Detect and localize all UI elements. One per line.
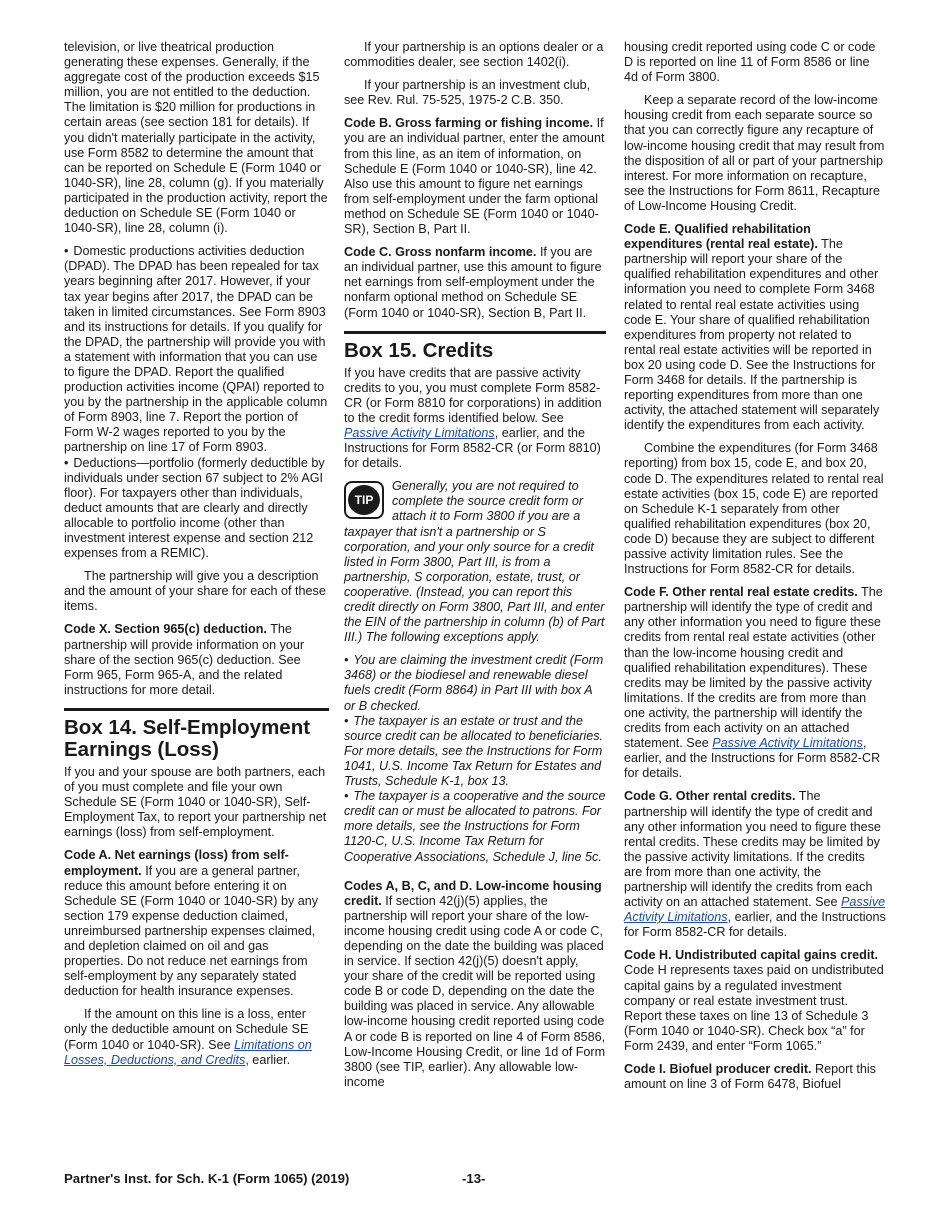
passive-activity-link[interactable]: Passive Activity Limitations bbox=[624, 895, 886, 925]
code-h-section bbox=[624, 948, 886, 1054]
tip-icon bbox=[344, 481, 384, 519]
code-g-body: The partnership will identify the type of credit and any other information you need to figure these rental credits. These credits may be limited by the passive activity limitations. If the credits are from more than one activity, the partnership will identify the credits from each activity on an attached statement. See bbox=[624, 789, 881, 910]
paragraph: Keep a separate record of the low-income housing credit from each separate source so that you can correctly figure any recapture of low-income housing credit that may result from the disposition of all or part of your partnership interest. For more information on recapture, see the Instructions for Form 8611, Recapture of Low-Income Housing Credit. bbox=[624, 93, 885, 213]
section-divider bbox=[64, 708, 329, 711]
code-g-section bbox=[624, 789, 886, 940]
code-i-section bbox=[624, 1062, 886, 1092]
code-f-body: , earlier, and the Instructions for Form 8582-CR for details. bbox=[624, 736, 881, 781]
section-divider bbox=[344, 331, 606, 334]
code-i-body: Report this amount on line 3 of Form 6478, Biofuel bbox=[624, 1062, 876, 1092]
passive-activity-link[interactable]: Passive Activity Limitations bbox=[344, 425, 495, 440]
paragraph: television, or live theatrical production generating these expenses. Generally, if the aggregate cost of the production exceeds $15 million, you are not entitled to the deduction. The limitation is $20 million for productions in certain areas (see section 181 for details). If you didn't materially participate in the activity, use Form 8582 to determine the amount that can be reported on Schedule E (Form 1040 or 1040-SR), line 28, column (g). If you materially participated in the production activity, report the deduction on Schedule SE (Form 1040 or 1040-SR), line 28, column (i). bbox=[64, 40, 328, 236]
code-h-body: Code H represents taxes paid on undistributed capital gains by a regulated investment company or real estate investment trust. Report these taxes on line 13 of Schedule 3 (Form 1040 or 1040-SR). Check box “a” for Form 2439, and enter “Form 1065.” bbox=[624, 963, 884, 1053]
code-h-heading: Code H. Undistributed capital gains credit. bbox=[624, 948, 879, 963]
code-a-body: If you are a general partner, reduce this amount before entering it on Schedule SE (Form 1040 or 1040-SR) by any section 179 expense deduction claimed, unreimbursed partnership expenses claimed, and depletion claimed on oil and gas properties. Do not reduce net earnings from self-employment by any separately stated deduction for health insurance expenses. bbox=[64, 863, 319, 999]
page-number: -13- bbox=[462, 1171, 486, 1186]
passive-activity-link[interactable]: Passive Activity Limitations bbox=[712, 736, 863, 751]
footer-title: Partner's Inst. for Sch. K-1 (Form 1065) (2019) bbox=[64, 1171, 350, 1186]
paragraph: If your partnership is an investment club, see Rev. Rul. 75-525, 1975-2 C.B. 350. bbox=[344, 78, 591, 108]
paragraph: Combine the expenditures (for Form 3468 reporting) from box 15, code E, and box 20, code D. The expenditures related to rental real estate activities (box 15, code E) are reported on Schedule K-1 separately from other qualified rehabilitation expenditures (box 20, code D) because they are subject to different passive activity limitation rules. See the Instructions for Form 8582-CR for details. bbox=[624, 441, 884, 577]
paragraph bbox=[64, 1007, 329, 1067]
column-3 bbox=[624, 40, 886, 1100]
limitations-link[interactable]: Limitations on Losses, Deductions, and Credits bbox=[64, 1037, 312, 1067]
code-x-heading: Code X. Section 965(c) deduction. bbox=[64, 622, 267, 637]
paragraph: The partnership will give you a description and the amount of your share for each of these items. bbox=[64, 569, 326, 614]
exception-item: • The taxpayer is a cooperative and the source credit can or must be allocated to patrons. For more details, see the Instructions for Form 1120-C, U.S. Income Tax Return for Cooperative Associations, Schedule J, line 5c. bbox=[344, 789, 606, 864]
code-g-heading: Code G. Other rental credits. bbox=[624, 789, 796, 804]
code-i-heading: Code I. Biofuel producer credit. bbox=[624, 1062, 812, 1076]
paragraph-text: If the amount on this line is a loss, enter only the deductible amount on Schedule SE (Form 1040 or 1040-SR). See bbox=[64, 1007, 309, 1052]
paragraph-text: If you have credits that are passive activity credits to you, you must complete Form 8582-CR (or Form 8810 for corporations) in addition to the credit forms identified below. See bbox=[344, 365, 602, 425]
paragraph: housing credit reported using code C or code D is reported on line 11 of Form 8586 or line 4d of Form 3800. bbox=[624, 40, 876, 85]
box14-title: Box 14. Self-Employment Earnings (Loss) bbox=[64, 715, 311, 761]
code-a-section bbox=[64, 848, 329, 999]
code-c-body: If you are an individual partner, use this amount to figure net earnings from self-employment under the nonfarm optional method on Schedule SE (Form 1040 or 1040-SR), Section B, Part II. bbox=[344, 245, 602, 320]
code-e-section bbox=[624, 222, 886, 433]
bullet-item-portfolio: • Deductions—portfolio (formerly deductible by individuals under section 67 subject to 2% AGI floor). For taxpayers other than individuals, deduct amounts that are clearly and directly allocable to portfolio income (other than investment interest expense and section 212 expenses from a REMIC). bbox=[64, 456, 329, 562]
code-b-heading: Code B. Gross farming or fishing income. bbox=[344, 116, 594, 131]
code-f-body: The partnership will identify the type of credit and any other information you need to figure these credits from rental real estate activities (other than the low-income housing credit and qualified rehabilitation expenditures). These credits may be limited by the passive activity limitations. If the credits are from more than one activity, the partnership will identify the credits from each activity on an attached statement. See bbox=[624, 585, 883, 751]
code-e-heading: Code E. Qualified rehabilitation expenditures (rental real estate). bbox=[624, 222, 818, 252]
paragraph-text: , earlier. bbox=[245, 1052, 291, 1067]
code-x-section bbox=[64, 622, 329, 697]
codes-abcd-section bbox=[344, 879, 606, 1090]
exception-item: • You are claiming the investment credit (Form 3468) or the biodiesel and renewable diesel fuels credit (Form 8864) in Part III with box A or B checked. bbox=[344, 653, 606, 713]
tip-box bbox=[344, 479, 606, 645]
codes-abcd-body: If section 42(j)(5) applies, the partnership will report your share of the low-income housing credit using code A or code C, depending on the date the building was placed in service. If section 42(j)(5) doesn't apply, your share of the credit will be reported using code B or code D, depending on the date the building was placed in service. Any allowable low-income housing credit reported using code A or code B is reported on line 4 of Form 8586, Low-Income Housing Credit, or line 1d of Form 3800 (see TIP, earlier). Any allowable low-income bbox=[344, 893, 606, 1089]
code-f-section bbox=[624, 585, 886, 781]
tip-text: Generally, you are not required to complete the source credit form or attach it to Form 3800 if you are a taxpayer that isn't a partnership or S corporation, and your only source for a credit listed in Form 3800, Part III, is from a partnership, S corporation, estate, trust, or cooperative. (Instead, you can report this credit directly on Form 3800, Part III, and enter the EIN of the partnership in column (b) of Part III.) The following exceptions apply. bbox=[344, 479, 605, 645]
box15-title: Box 15. Credits bbox=[344, 338, 494, 362]
paragraph-text: , earlier, and the Instructions for Form 8582-CR (or Form 8810) for details. bbox=[344, 425, 601, 471]
tip-label: TIP bbox=[348, 485, 380, 515]
code-a-heading: Code A. Net earnings (loss) from self-employment. bbox=[64, 848, 289, 878]
box14-intro: If you and your spouse are both partners, each of you must complete and file your own Schedule SE (Form 1040 or 1040-SR), Self-Employment Tax, to report your partnership net earnings (loss) from self-employment. bbox=[64, 764, 327, 840]
bullet-item-dpad: • Domestic productions activities deduction (DPAD). The DPAD has been repealed for tax years beginning after 2017. However, if your tax year begins after 2017, the DPAD can be taken in limited circumstances. See Form 8903 and its instructions for details. If you qualify for the DPAD, the partnership will provide you with a statement with information that you can use to figure the DPAD. Report the qualified production activities income (QPAI) reported to you by the partnership in the applicable column of Form 8903, line 7. Report the portion of Form W-2 wages reported to you by the partnership on line 17 of Form 8903. bbox=[64, 244, 329, 455]
column-2 bbox=[344, 40, 606, 1098]
exceptions-list bbox=[344, 653, 606, 864]
code-g-body: , earlier, and the Instructions for Form 8582-CR for details. bbox=[624, 910, 886, 940]
code-b-section bbox=[344, 116, 606, 237]
code-f-heading: Code F. Other rental real estate credits. bbox=[624, 585, 858, 600]
paragraph: If your partnership is an options dealer or a commodities dealer, see section 1402(i). bbox=[344, 40, 604, 70]
code-c-heading: Code C. Gross nonfarm income. bbox=[344, 245, 537, 260]
code-b-body: If you are an individual partner, enter the amount from this line, as an item of information, on Schedule E (Form 1040 or 1040-SR), line 42. Also use this amount to figure net earnings from self-employment under the farm optional method on Schedule SE (Form 1040 or 1040-SR), Section B, Part II. bbox=[344, 116, 605, 237]
exception-item: • The taxpayer is an estate or trust and the source credit can be allocated to beneficiaries. For more details, see the Instructions for Form 1041, U.S. Income Tax Return for Estates and Trusts, Schedule K-1, box 13. bbox=[344, 714, 606, 789]
code-x-body: The partnership will provide information on your share of the section 965(c) deduction. See Form 965, Form 965-A, and the related instructions for more detail. bbox=[64, 622, 305, 697]
codes-abcd-heading: Codes A, B, C, and D. Low-income housing credit. bbox=[344, 878, 602, 908]
code-e-body: The partnership will report your share of the qualified rehabilitation expenditures and other information you need to complete Form 3468 related to rental real estate activities using code E. Your share of qualified rehabilitation expenditures from property not related to rental real estate activities will be reported in box 20 using code D. See the Instructions for Form 3468 for details. If the partnership is reporting expenditures from more than one activity, the attached statement will separately identify the expenditures from each activity. bbox=[624, 237, 880, 433]
code-c-section bbox=[344, 245, 606, 320]
box15-intro bbox=[344, 366, 606, 472]
column-1 bbox=[64, 40, 329, 1076]
